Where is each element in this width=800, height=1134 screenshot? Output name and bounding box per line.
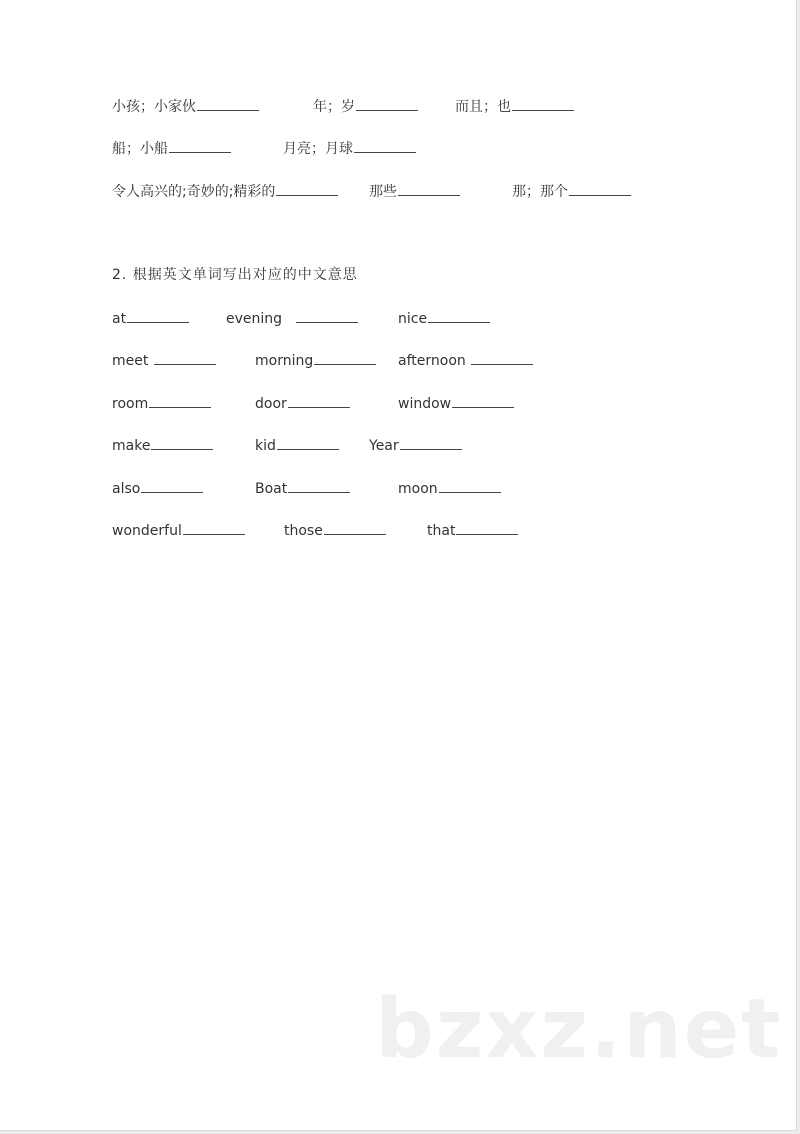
answer-blank[interactable]	[512, 96, 574, 111]
vocab-label: evening	[226, 311, 287, 327]
answer-blank[interactable]	[452, 393, 514, 408]
answer-blank[interactable]	[127, 308, 189, 323]
answer-blank[interactable]	[471, 350, 533, 365]
answer-blank[interactable]	[398, 181, 460, 196]
answer-blank[interactable]	[154, 350, 216, 365]
vocab-item	[226, 308, 358, 329]
vocab-item	[255, 393, 350, 414]
vocab-item	[369, 181, 460, 202]
vocab-label: door	[255, 396, 287, 412]
vocab-item	[512, 181, 631, 202]
vocab-label: Boat	[255, 481, 288, 497]
answer-blank[interactable]	[288, 393, 350, 408]
vocab-item	[369, 435, 462, 456]
vocab-item	[112, 96, 259, 117]
vocab-item	[313, 96, 418, 117]
vocab-label: 那些	[369, 184, 397, 200]
vocab-label: meet	[112, 353, 153, 369]
vocab-item	[283, 138, 416, 159]
vocab-label: 小孩；小家伙	[112, 99, 196, 115]
answer-blank[interactable]	[149, 393, 211, 408]
vocab-label: 而且；也	[455, 99, 511, 115]
answer-blank[interactable]	[439, 478, 501, 493]
vocab-item	[112, 350, 216, 371]
vocab-item	[255, 435, 339, 456]
watermark: bzxz.net	[375, 982, 783, 1077]
vocab-label: at	[112, 311, 127, 327]
vocab-item	[255, 350, 376, 371]
vocab-label: also	[112, 481, 141, 497]
vocab-label: Year	[369, 438, 399, 454]
answer-blank[interactable]	[324, 520, 386, 535]
vocab-label: 月亮；月球	[283, 141, 353, 157]
vocab-label: make	[112, 438, 151, 454]
answer-blank[interactable]	[296, 308, 358, 323]
vocab-label: wonderful	[112, 523, 182, 539]
vocab-item	[398, 478, 501, 499]
answer-blank[interactable]	[197, 96, 259, 111]
vocab-label: afternoon	[398, 353, 471, 369]
answer-blank[interactable]	[169, 138, 231, 153]
vocab-item	[112, 308, 189, 329]
section-heading: 2. 根据英文单词写出对应的中文意思	[112, 267, 358, 283]
answer-blank[interactable]	[569, 181, 631, 196]
answer-blank[interactable]	[400, 435, 462, 450]
answer-blank[interactable]	[314, 350, 376, 365]
vocab-item	[112, 435, 213, 456]
answer-blank[interactable]	[288, 478, 350, 493]
answer-blank[interactable]	[276, 181, 338, 196]
vocab-item	[398, 308, 490, 329]
vocab-item	[112, 181, 338, 202]
answer-blank[interactable]	[277, 435, 339, 450]
vocab-label: 年；岁	[313, 99, 355, 115]
vocab-item	[255, 478, 350, 499]
vocab-label: morning	[255, 353, 314, 369]
vocab-label: that	[427, 523, 456, 539]
vocab-item	[427, 520, 518, 541]
vocab-label: those	[284, 523, 323, 539]
vocab-label: nice	[398, 311, 428, 327]
vocab-item	[284, 520, 386, 541]
vocab-label: 船；小船	[112, 141, 168, 157]
vocab-item	[455, 96, 574, 117]
vocab-label: 那；那个	[512, 184, 568, 200]
vocab-item	[398, 350, 533, 371]
vocab-label: kid	[255, 438, 276, 454]
answer-blank[interactable]	[428, 308, 490, 323]
answer-blank[interactable]	[456, 520, 518, 535]
vocab-label: 令人高兴的;奇妙的;精彩的	[112, 184, 276, 200]
answer-blank[interactable]	[141, 478, 203, 493]
vocab-label: window	[398, 396, 452, 412]
vocab-label: room	[112, 396, 149, 412]
vocab-item	[112, 393, 211, 414]
answer-blank[interactable]	[183, 520, 245, 535]
vocab-item	[398, 393, 514, 414]
vocab-item	[112, 478, 203, 499]
answer-blank[interactable]	[151, 435, 213, 450]
answer-blank[interactable]	[356, 96, 418, 111]
answer-blank[interactable]	[354, 138, 416, 153]
vocab-item	[112, 520, 245, 541]
vocab-label: moon	[398, 481, 438, 497]
vocab-item	[112, 138, 231, 159]
